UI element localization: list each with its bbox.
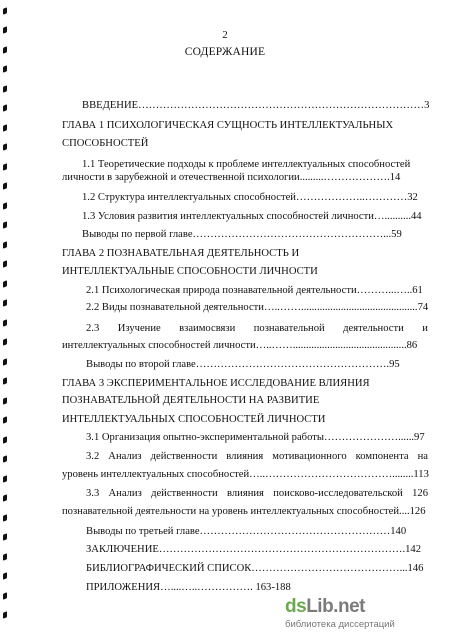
toc-section-2-3-cont: интеллектуальных способностей личности…..……...........................................86 [62,340,418,351]
toc-word: на [417,451,428,462]
toc-chapter-3-conclusions: Выводы по третьей главе………………………………………………140 [86,526,407,537]
toc-word: взаимосвязи [179,323,236,334]
page-title: СОДЕРЖАНИЕ [184,46,266,58]
toc-word: компонента [355,451,409,462]
toc-word: влияния [227,488,264,499]
toc-conclusion: ЗАКЛЮЧЕНИЕ…………………………………………………………….142 [86,544,422,555]
toc-chapter-1-title: ГЛАВА 1 ПСИХОЛОГИЧЕСКАЯ СУЩНОСТЬ ИНТЕЛЛЕКТУАЛЬНЫХ [62,120,394,131]
toc-section-3-1: 3.1 Организация опытно-экспериментальной работы…………………......97 [86,432,425,443]
toc-section-1-1-cont: личности в зарубежной и отечественной психологии.........……………….14 [62,172,401,183]
toc-chapter-3-title-cont: ПОЗНАВАТЕЛЬНОЙ ДЕЯТЕЛЬНОСТИ НА РАЗВИТИЕ [62,395,320,406]
toc-word: и [422,323,428,334]
page-number: 2 [222,29,228,41]
toc-chapter-2-title-cont: ИНТЕЛЛЕКТУАЛЬНЫЕ СПОСОБНОСТИ ЛИЧНОСТИ [62,266,318,277]
toc-bibliography: БИБЛИОГРАФИЧЕСКИЙ СПИСОК……………………………………...146 [86,563,424,574]
toc-word: действенности [151,488,218,499]
toc-chapter-2-title: ГЛАВА 2 ПОЗНАВАТЕЛЬНАЯ ДЕЯТЕЛЬНОСТЬ И [62,248,300,259]
watermark [285,593,445,633]
toc-word: Анализ [108,488,142,499]
toc-word: поисково-исследовательской [273,488,403,499]
toc-section-1-3: 1.3 Условия развития интеллектуальных способностей личности…..........44 [82,211,422,222]
toc-word: познавательной [253,323,325,334]
toc-section-3-3-cont: познавательной деятельности на уровень интеллектуальных способностей....126 [62,506,426,517]
toc-chapter-1-title-cont: СПОСОБНОСТЕЙ [62,138,149,149]
toc-page-number: 126 [412,488,428,499]
toc-section-2-3 [86,324,428,335]
toc-word: 2.3 [86,323,100,334]
toc-section-2-2: 2.2 Виды познавательной деятельности…..……............................................74 [86,302,429,313]
toc-section-3-3 [86,489,428,500]
toc-word: Изучение [117,323,161,334]
toc-word: Анализ [108,451,142,462]
toc-word: 3.2 [86,451,100,462]
toc-section-2-1: 2.1 Психологическая природа познавательной деятельности………...…..61 [86,285,423,296]
watermark-logo: dsLib.net [285,596,365,617]
toc-section-1-2: 1.2 Структура интеллектуальных способностей………………..…………32 [82,192,418,203]
toc-chapter-3-title-cont-2: ИНТЕЛЛЕКТУАЛЬНЫХ СПОСОБНОСТЕЙ ЛИЧНОСТИ [62,414,326,425]
toc-word: деятельности [343,323,404,334]
watermark-tagline: библиотека диссертаций [285,619,395,630]
toc-chapter-3-title: ГЛАВА 3 ЭКСПЕРИМЕНТАЛЬНОЕ ИССЛЕДОВАНИЕ ВЛИЯНИЯ [62,378,370,389]
toc-section-3-2 [86,452,428,463]
binding-holes [0,0,12,636]
toc-word: действенности [150,451,218,462]
toc-appendices: ПРИЛОЖЕНИЯ…....…..……………. 163-188 [86,582,291,593]
toc-word: влияния [226,451,264,462]
toc-word: мотивационного [272,451,347,462]
toc-section-1-1: 1.1 Теоретические подходы к проблеме интеллектуальных способностей [82,159,411,170]
toc-word: 3.3 [86,488,100,499]
toc-section-3-2-cont: уровень интеллектуальных способностей…..………………………………........113 [62,469,429,480]
toc-chapter-1-conclusions: Выводы по первой главе………………………………………………...59 [82,229,402,240]
toc-introduction: ВВЕДЕНИЕ………………………………………………………………………3 [82,100,430,111]
toc-chapter-2-conclusions: Выводы по второй главе……………………………………………….95 [86,359,400,370]
